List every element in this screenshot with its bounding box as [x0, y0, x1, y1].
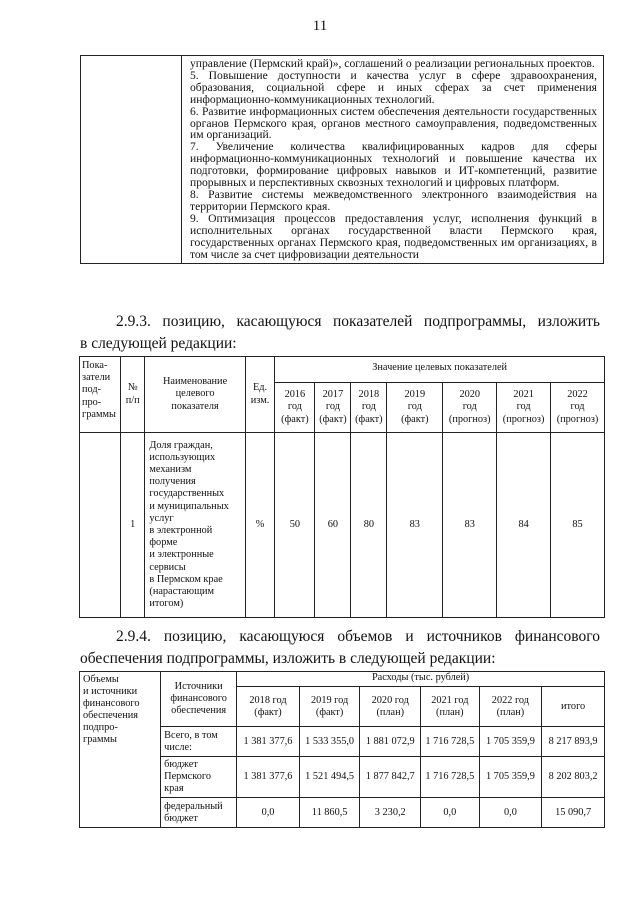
expense-value: 1 705 359,9 [479, 727, 542, 757]
expense-value: 1 881 072,9 [360, 727, 421, 757]
header-sources: Источники финансового обеспечения [161, 672, 237, 727]
expense-value: 1 381 377,6 [237, 727, 300, 757]
tasks-text-cell [182, 56, 604, 264]
task-line: 6. Развитие информационных систем обеспечения деятельности государственных органов Пермского края, органов местного самоуправления, подведомственных им организаций. [190, 104, 597, 142]
expense-value: 0,0 [421, 798, 480, 828]
header-year: 2021 год (план) [421, 687, 480, 727]
indicator-unit: % [245, 433, 275, 618]
indicator-value: 84 [497, 433, 551, 618]
paragraph-2-9-4 [80, 626, 600, 670]
header-financing-volumes: Объемы и источники финансового обеспечения подпро- граммы [80, 672, 161, 828]
empty-cell [80, 433, 121, 618]
financing-table [79, 671, 605, 828]
row-number: 1 [121, 433, 145, 618]
header-target-values: Значение целевых показателей [275, 357, 605, 383]
indicator-value: 83 [443, 433, 497, 618]
header-total: итого [542, 687, 605, 727]
expense-value: 11 860,5 [299, 798, 360, 828]
expense-value: 1 716 728,5 [421, 727, 480, 757]
expense-value: 15 090,7 [542, 798, 605, 828]
expense-value: 1 381 377,6 [237, 757, 300, 798]
expense-value: 1 705 359,9 [479, 757, 542, 798]
paragraph-line: в следующей редакции: [80, 335, 237, 352]
task-line: управление (Пермский край)», соглашений о реализации региональных проектов. [190, 57, 595, 70]
header-indicators: Пока- затели под- про- граммы [80, 357, 121, 433]
indicator-value: 85 [551, 433, 605, 618]
expense-value: 0,0 [237, 798, 300, 828]
source-name: Всего, в том числе: [161, 727, 237, 757]
expense-value: 1 533 355,0 [299, 727, 360, 757]
expense-value: 1 716 728,5 [421, 757, 480, 798]
indicators-table [79, 356, 605, 618]
header-year: 2021 год (прогноз) [497, 383, 551, 433]
header-year: 2020 год (план) [360, 687, 421, 727]
task-line: 9. Оптимизация процессов предоставления услуг, исполнения функций в исполнительных органах государственной власти Пермского края, государственных органах Пермского края, подведомственных им организациях, в том числе за счет цифровизации деятельности [190, 211, 597, 261]
source-name: бюджет Пермского края [161, 757, 237, 798]
indicator-name: Доля граждан, использующих механизм получения государственных и муниципальных услуг в электронной форме и электронные сервисы в Пермском крае (нарастающим итогом) [145, 433, 245, 618]
expense-value: 1 877 842,7 [360, 757, 421, 798]
indicator-value: 60 [315, 433, 351, 618]
task-line: 8. Развитие системы межведомственного электронного взаимодействия на территории Пермского края. [190, 187, 597, 213]
expense-value: 0,0 [479, 798, 542, 828]
paragraph-line: обеспечения подпрограммы, изложить в следующей редакции: [80, 650, 496, 667]
tasks-table [80, 55, 604, 264]
indicator-value: 83 [387, 433, 443, 618]
header-expenses: Расходы (тыс. рублей) [237, 672, 605, 687]
header-unit: Ед. изм. [245, 357, 275, 433]
expense-value: 8 202 803,2 [542, 757, 605, 798]
header-year: 2022 год (прогноз) [551, 383, 605, 433]
task-line: 5. Повышение доступности и качества услуг в сфере здравоохранения, образования, социальной сфере и иных сферах за счет применения информационно-коммуникационных технологий. [190, 68, 597, 106]
indicator-value: 80 [351, 433, 387, 618]
expense-value: 8 217 893,9 [542, 727, 605, 757]
table-row [80, 433, 605, 618]
paragraph-line: 2.9.3. позицию, касающуюся показателей подпрограммы, изложить [116, 313, 600, 330]
expense-value: 1 521 494,5 [299, 757, 360, 798]
header-year: 2019 год (факт) [299, 687, 360, 727]
header-year: 2020 год (прогноз) [443, 383, 497, 433]
paragraph-2-9-3 [80, 311, 600, 355]
header-year: 2017 год (факт) [315, 383, 351, 433]
header-year: 2019 год (факт) [387, 383, 443, 433]
header-year: 2018 год (факт) [351, 383, 387, 433]
page-number: 11 [312, 18, 328, 34]
task-line: 7. Увеличение количества квалифицированных кадров для сферы информационно-коммуникационных технологий и повышение качества их подготовки, формирование цифровых навыков и ИТ-компетенций, развитие прорывных и перспективных сквозных технологий и цифровых платформ. [190, 140, 597, 190]
paragraph-line: 2.9.4. позицию, касающуюся объемов и источников финансового [116, 628, 600, 645]
expense-value: 3 230,2 [360, 798, 421, 828]
tasks-empty-cell [81, 56, 182, 264]
indicator-value: 50 [275, 433, 315, 618]
header-year: 2018 год (факт) [237, 687, 300, 727]
header-indicator-name: Наименование целевого показателя [145, 357, 245, 433]
source-name: федеральный бюджет [161, 798, 237, 828]
header-number: № п/п [121, 357, 145, 433]
header-year: 2022 год (план) [479, 687, 542, 727]
header-year: 2016 год (факт) [275, 383, 315, 433]
